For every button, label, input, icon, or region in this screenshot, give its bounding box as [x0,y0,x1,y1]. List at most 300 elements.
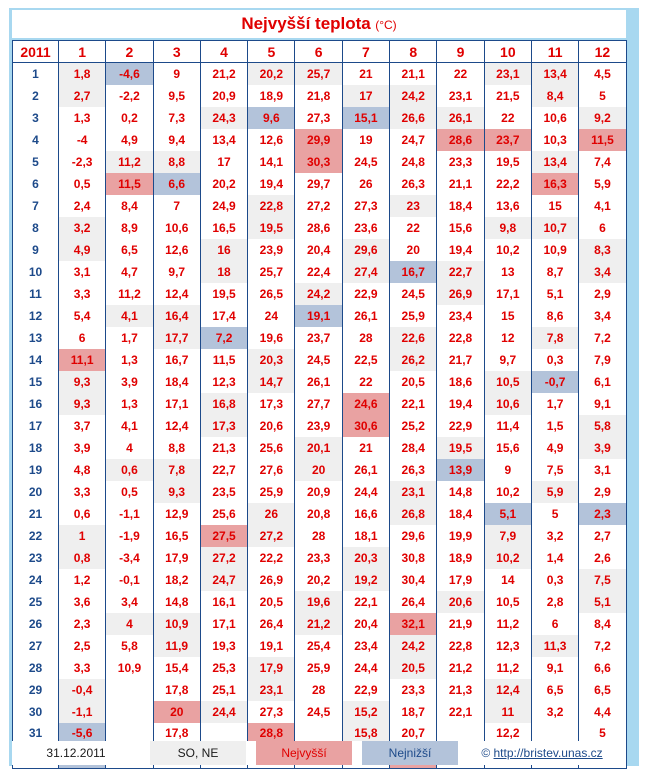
temperature-cell: 23,1 [248,679,295,701]
temperature-cell: 24,4 [342,657,389,679]
temperature-cell: 6,6 [579,657,626,679]
temperature-cell: 8,7 [531,261,578,283]
temperature-cell: 13 [484,261,531,283]
month-header: 5 [248,41,295,63]
temperature-cell: 23,9 [295,415,342,437]
temperature-cell: 10,9 [153,613,200,635]
temperature-cell: 29,6 [390,525,437,547]
temperature-cell: 28 [295,525,342,547]
temperature-cell: 3,4 [579,261,626,283]
temperature-cell: 18,4 [153,371,200,393]
table-row [13,525,627,547]
temperature-cell: 13,4 [531,151,578,173]
temperature-cell: 14,8 [437,481,484,503]
temperature-cell: 3,2 [59,217,106,239]
temperature-cell: 5 [531,503,578,525]
temperature-cell: 14,1 [248,151,295,173]
temperature-cell: 24,9 [200,195,247,217]
temperature-cell: 24,2 [390,635,437,657]
temperature-cell: 26,9 [248,569,295,591]
temperature-cell: 19,6 [248,327,295,349]
temperature-cell: 3,9 [59,437,106,459]
temperature-cell: 6,5 [531,679,578,701]
temperature-cell: 24,2 [390,85,437,107]
temperature-cell: 27,4 [342,261,389,283]
temperature-cell: 5,1 [579,591,626,613]
temperature-cell: 25,4 [295,635,342,657]
temperature-cell: 20,3 [248,349,295,371]
title-text: Nejvyšší teplota [241,14,371,33]
temperature-cell: 12,3 [484,635,531,657]
temperature-cell: 0,3 [531,349,578,371]
temperature-cell: 18,6 [437,371,484,393]
temperature-cell: 20,3 [342,547,389,569]
temperature-cell: 14 [484,569,531,591]
temperature-cell: 4,4 [579,701,626,723]
temperature-cell: 6,5 [579,679,626,701]
day-label: 8 [13,217,59,239]
temperature-cell: 18 [200,261,247,283]
table-row [13,85,627,107]
temperature-cell: 22,4 [295,261,342,283]
temperature-cell: -1,9 [106,525,153,547]
temperature-cell: 17,7 [153,327,200,349]
temperature-cell: 24,8 [390,151,437,173]
temperature-cell: 1,3 [106,393,153,415]
temperature-cell: 26 [342,173,389,195]
temperature-cell: 17,1 [484,283,531,305]
temperature-cell: 9 [153,63,200,85]
temperature-cell: 25,3 [200,657,247,679]
copyright-symbol: © [481,746,491,760]
temperature-cell: 5,9 [531,481,578,503]
temperature-cell: 3,1 [579,459,626,481]
temperature-cell: 11,5 [106,173,153,195]
temperature-cell: 25,6 [248,437,295,459]
temperature-cell: 27,5 [200,525,247,547]
temperature-cell: 22,8 [437,635,484,657]
temperature-cell: 0,5 [59,173,106,195]
temperature-cell: 11,5 [579,129,626,151]
temperature-cell: 5 [579,85,626,107]
temperature-cell: 16 [200,239,247,261]
temperature-cell: 24,2 [295,283,342,305]
legend-copyright [458,741,626,765]
temperature-cell: 11,2 [106,151,153,173]
temperature-cell [106,679,153,701]
temperature-cell: 24,5 [390,283,437,305]
table-row [13,503,627,525]
temperature-cell: 23,9 [248,239,295,261]
table-row [13,371,627,393]
temperature-cell: 11,2 [106,283,153,305]
temperature-cell: 9,4 [153,129,200,151]
temperature-cell: -1,1 [106,503,153,525]
temperature-cell: 25,9 [295,657,342,679]
temperature-cell: 19,4 [248,173,295,195]
temperature-cell: 18,4 [437,503,484,525]
temperature-cell: 9 [484,459,531,481]
temperature-cell: 19,5 [484,151,531,173]
temperature-cell: 10,2 [484,239,531,261]
temperature-cell: 29,7 [295,173,342,195]
temperature-cell: 8,8 [153,151,200,173]
temperature-cell: 5,8 [106,635,153,657]
temperature-cell: 25,9 [248,481,295,503]
temperature-cell: 24,7 [200,569,247,591]
table-row [13,701,627,723]
temperature-cell: 2,3 [579,503,626,525]
temperature-cell: 17,9 [153,547,200,569]
day-label: 14 [13,349,59,371]
month-header: 1 [59,41,106,63]
year-header: 2011 [13,41,59,63]
day-label: 21 [13,503,59,525]
temperature-cell: 15,4 [153,657,200,679]
temperature-cell: 23,3 [437,151,484,173]
day-label: 17 [13,415,59,437]
temperature-cell: 14,8 [153,591,200,613]
temperature-cell: -0,7 [531,371,578,393]
temperature-cell: 32,1 [390,613,437,635]
temperature-cell: 8,6 [531,305,578,327]
temperature-cell: 20,9 [295,481,342,503]
temperature-cell: 3,9 [106,371,153,393]
temperature-cell: 27,3 [248,701,295,723]
temperature-cell: 4,9 [59,239,106,261]
temperature-cell: -0,4 [59,679,106,701]
day-label: 29 [13,679,59,701]
temperature-cell: 20,5 [248,591,295,613]
temperature-cell: 16,7 [390,261,437,283]
day-label: 2 [13,85,59,107]
temperature-cell: 9,3 [59,371,106,393]
temperature-cell: 1,7 [531,393,578,415]
month-header: 3 [153,41,200,63]
temperature-cell: 6 [579,217,626,239]
temperature-cell: 20,6 [437,591,484,613]
month-header: 10 [484,41,531,63]
temperature-cell: 2,7 [59,85,106,107]
temperature-cell: 5,9 [579,173,626,195]
table-row [13,349,627,371]
temperature-cell: 14,7 [248,371,295,393]
temperature-cell: 1,2 [59,569,106,591]
temperature-cell: 30,3 [295,151,342,173]
temperature-cell: 11 [484,701,531,723]
temperature-cell: 25,6 [200,503,247,525]
unit-text: (°C) [375,18,397,32]
table-row [13,591,627,613]
temperature-cell: 27,2 [295,195,342,217]
temperature-cell: -5,6 [59,723,106,745]
temperature-cell: 21,1 [390,63,437,85]
temperature-cell: 22,2 [484,173,531,195]
table-row [13,217,627,239]
temperature-cell: 17,4 [200,305,247,327]
temperature-cell: 26,1 [342,459,389,481]
temperature-cell: 25,9 [390,305,437,327]
temperature-cell: 10,3 [531,129,578,151]
temperature-cell: 26,1 [295,371,342,393]
day-label: 1 [13,63,59,85]
temperature-cell: 6 [531,613,578,635]
temperature-cell: 3,4 [106,591,153,613]
table-row [13,679,627,701]
temperature-cell: 9,6 [248,107,295,129]
table-row [13,107,627,129]
table-row [13,327,627,349]
temperature-cell: 7,9 [484,525,531,547]
temperature-cell: 21,2 [200,63,247,85]
temperature-cell: 20,6 [248,415,295,437]
temperature-cell: 12,4 [153,415,200,437]
temperature-cell: 10,2 [484,481,531,503]
temperature-cell: 10,5 [484,591,531,613]
temperature-cell: 16,4 [153,305,200,327]
temperature-cell: 23,1 [437,85,484,107]
temperature-cell: 4,1 [106,415,153,437]
temperature-cell: 24,4 [342,481,389,503]
month-header: 7 [342,41,389,63]
temperature-cell: 20 [295,459,342,481]
temperature-cell: 23,4 [342,635,389,657]
temperature-cell: 19,4 [437,393,484,415]
temperature-cell: 18,1 [342,525,389,547]
temperature-cell: 23 [390,195,437,217]
temperature-cell: 19,3 [200,635,247,657]
temperature-cell: 19,1 [248,635,295,657]
temperature-cell: 21,2 [437,657,484,679]
day-label: 19 [13,459,59,481]
temperature-cell: 19 [342,129,389,151]
temperature-cell: 3,4 [579,305,626,327]
temperature-cell: 1,7 [106,327,153,349]
table-body [13,63,627,769]
temperature-cell: 1,5 [531,415,578,437]
day-label: 5 [13,151,59,173]
temperature-cell: 29,9 [295,129,342,151]
temperature-cell: 16,8 [200,393,247,415]
temperature-cell: 22,2 [248,547,295,569]
temperature-cell: 7,8 [153,459,200,481]
temperature-cell: 5,1 [484,503,531,525]
day-label: 6 [13,173,59,195]
legend-date: 31.12.2011 [12,741,140,765]
temperature-cell: 0,6 [59,503,106,525]
header-row [13,41,627,63]
day-label: 26 [13,613,59,635]
temperature-cell: 3,3 [59,657,106,679]
temperature-cell: 18,9 [437,547,484,569]
month-header: 2 [106,41,153,63]
temperature-cell: 22,7 [437,261,484,283]
temperature-cell: 2,3 [59,613,106,635]
temperature-cell: 27,2 [248,525,295,547]
temperature-cell: 17,9 [248,657,295,679]
temperature-cell: 28 [295,679,342,701]
temperature-cell: 18,9 [248,85,295,107]
temperature-cell: 9,1 [579,393,626,415]
legend-max: Nejvyšší [256,741,352,765]
temperature-cell: 12,4 [484,679,531,701]
temperature-cell: 12,6 [153,239,200,261]
temperature-cell: 15,2 [342,701,389,723]
temperature-cell: 16,3 [531,173,578,195]
temperature-cell: 9,7 [484,349,531,371]
temperature-cell: 26 [248,503,295,525]
temperature-cell: -1,1 [59,701,106,723]
temperature-cell: 17,3 [200,415,247,437]
temperature-cell: 9,8 [484,217,531,239]
temperature-cell: 26,1 [342,305,389,327]
temperature-cell: 28,4 [390,437,437,459]
temperature-cell: 2,4 [59,195,106,217]
temperature-cell: 17,9 [437,569,484,591]
temperature-cell: -4 [59,129,106,151]
temperature-cell: 24,7 [390,129,437,151]
temperature-cell: 7,8 [531,327,578,349]
temperature-cell: 17,8 [153,723,200,745]
temperature-cell: 30,8 [390,547,437,569]
temperature-cell: 12,6 [248,129,295,151]
table-row [13,657,627,679]
temperature-cell: 8,3 [579,239,626,261]
temperature-cell: -2,3 [59,151,106,173]
temperature-cell: 16,7 [153,349,200,371]
table-row [13,569,627,591]
temperature-cell: 27,6 [248,459,295,481]
temperature-cell: 11,4 [484,415,531,437]
temperature-cell: -3,4 [106,547,153,569]
temperature-cell: 19,5 [248,217,295,239]
temperature-cell: 22,1 [390,393,437,415]
month-header: 12 [579,41,626,63]
temperature-cell: 21 [342,63,389,85]
temperature-cell: 10,5 [484,371,531,393]
temperature-cell: 19,9 [437,525,484,547]
temperature-cell: 12,9 [153,503,200,525]
temperature-cell: 21,8 [295,85,342,107]
temperature-cell: 21,5 [484,85,531,107]
temperature-cell: 5,4 [59,305,106,327]
day-label: 16 [13,393,59,415]
temperature-cell: 23,7 [484,129,531,151]
temperature-cell: 26,4 [390,591,437,613]
temperature-cell: 9,1 [531,657,578,679]
temperature-cell: 23,4 [437,305,484,327]
temperature-cell: 4,8 [59,459,106,481]
temperature-cell: 4 [106,613,153,635]
table-row [13,635,627,657]
temperature-cell: 13,6 [484,195,531,217]
temperature-cell: 20,4 [295,239,342,261]
temperature-cell: 25,2 [390,415,437,437]
temperature-cell: 16,6 [342,503,389,525]
temperature-cell: 8,4 [106,195,153,217]
day-label: 12 [13,305,59,327]
website-link[interactable]: http://bristev.unas.cz [493,746,603,760]
temperature-cell: 4 [106,437,153,459]
temperature-cell: 1,8 [59,63,106,85]
temperature-cell: 26,3 [390,173,437,195]
temperature-cell: 3,2 [531,525,578,547]
temperature-cell: 1,4 [531,547,578,569]
temperature-cell: 4,1 [106,305,153,327]
day-label: 24 [13,569,59,591]
temperature-cell: 22,5 [342,349,389,371]
temperature-cell: 24,6 [342,393,389,415]
temperature-cell: 3,2 [531,701,578,723]
temperature-cell: 9,3 [59,393,106,415]
temperature-cell: 11,9 [153,635,200,657]
day-label: 11 [13,283,59,305]
temperature-cell: 30,6 [342,415,389,437]
day-label: 10 [13,261,59,283]
table-row [13,129,627,151]
temperature-cell: 22,7 [200,459,247,481]
temperature-cell: 22 [437,63,484,85]
temperature-cell: 19,1 [295,305,342,327]
temperature-cell: 10,7 [531,217,578,239]
temperature-cell: 22,6 [390,327,437,349]
temperature-cell: 0,8 [59,547,106,569]
temperature-cell: 22,9 [342,283,389,305]
temperature-cell: 24,4 [200,701,247,723]
temperature-cell: 17,8 [153,679,200,701]
temperature-cell: 23,1 [484,63,531,85]
temperature-cell: 20 [153,701,200,723]
day-label: 4 [13,129,59,151]
day-label: 23 [13,547,59,569]
temperature-cell: 22,8 [248,195,295,217]
temperature-cell: 7,9 [579,349,626,371]
legend-weekend: SO, NE [150,741,246,765]
temperature-cell: 10,6 [484,393,531,415]
temperature-cell: 20 [390,239,437,261]
temperature-cell: 23,7 [295,327,342,349]
day-label: 28 [13,657,59,679]
table-row [13,459,627,481]
temperature-cell: 2,9 [579,283,626,305]
temperature-cell: 3,6 [59,591,106,613]
temperature-cell: 8,4 [579,613,626,635]
temperature-cell: 15,8 [342,723,389,745]
temperature-cell: 29,6 [342,239,389,261]
temperature-cell: 24,5 [295,349,342,371]
temperature-cell: 22,1 [437,701,484,723]
table-row [13,613,627,635]
temperature-cell [106,701,153,723]
table-row [13,481,627,503]
temperature-cell: 17,1 [200,613,247,635]
temperature-cell: 23,6 [342,217,389,239]
temperature-cell: 3,3 [59,283,106,305]
temperature-cell: 7,2 [200,327,247,349]
temperature-cell: 1 [59,525,106,547]
temperature-cell: 23,5 [200,481,247,503]
temperature-cell: 11,2 [484,613,531,635]
temperature-cell: 18,4 [437,195,484,217]
temperature-cell: 3,3 [59,481,106,503]
temperature-cell: 6,1 [579,371,626,393]
temperature-cell: 20,8 [295,503,342,525]
temperature-cell: 16,1 [200,591,247,613]
temperature-cell: 26,5 [248,283,295,305]
table-row [13,195,627,217]
temperature-cell: 3,7 [59,415,106,437]
temperature-cell: 4,1 [579,195,626,217]
